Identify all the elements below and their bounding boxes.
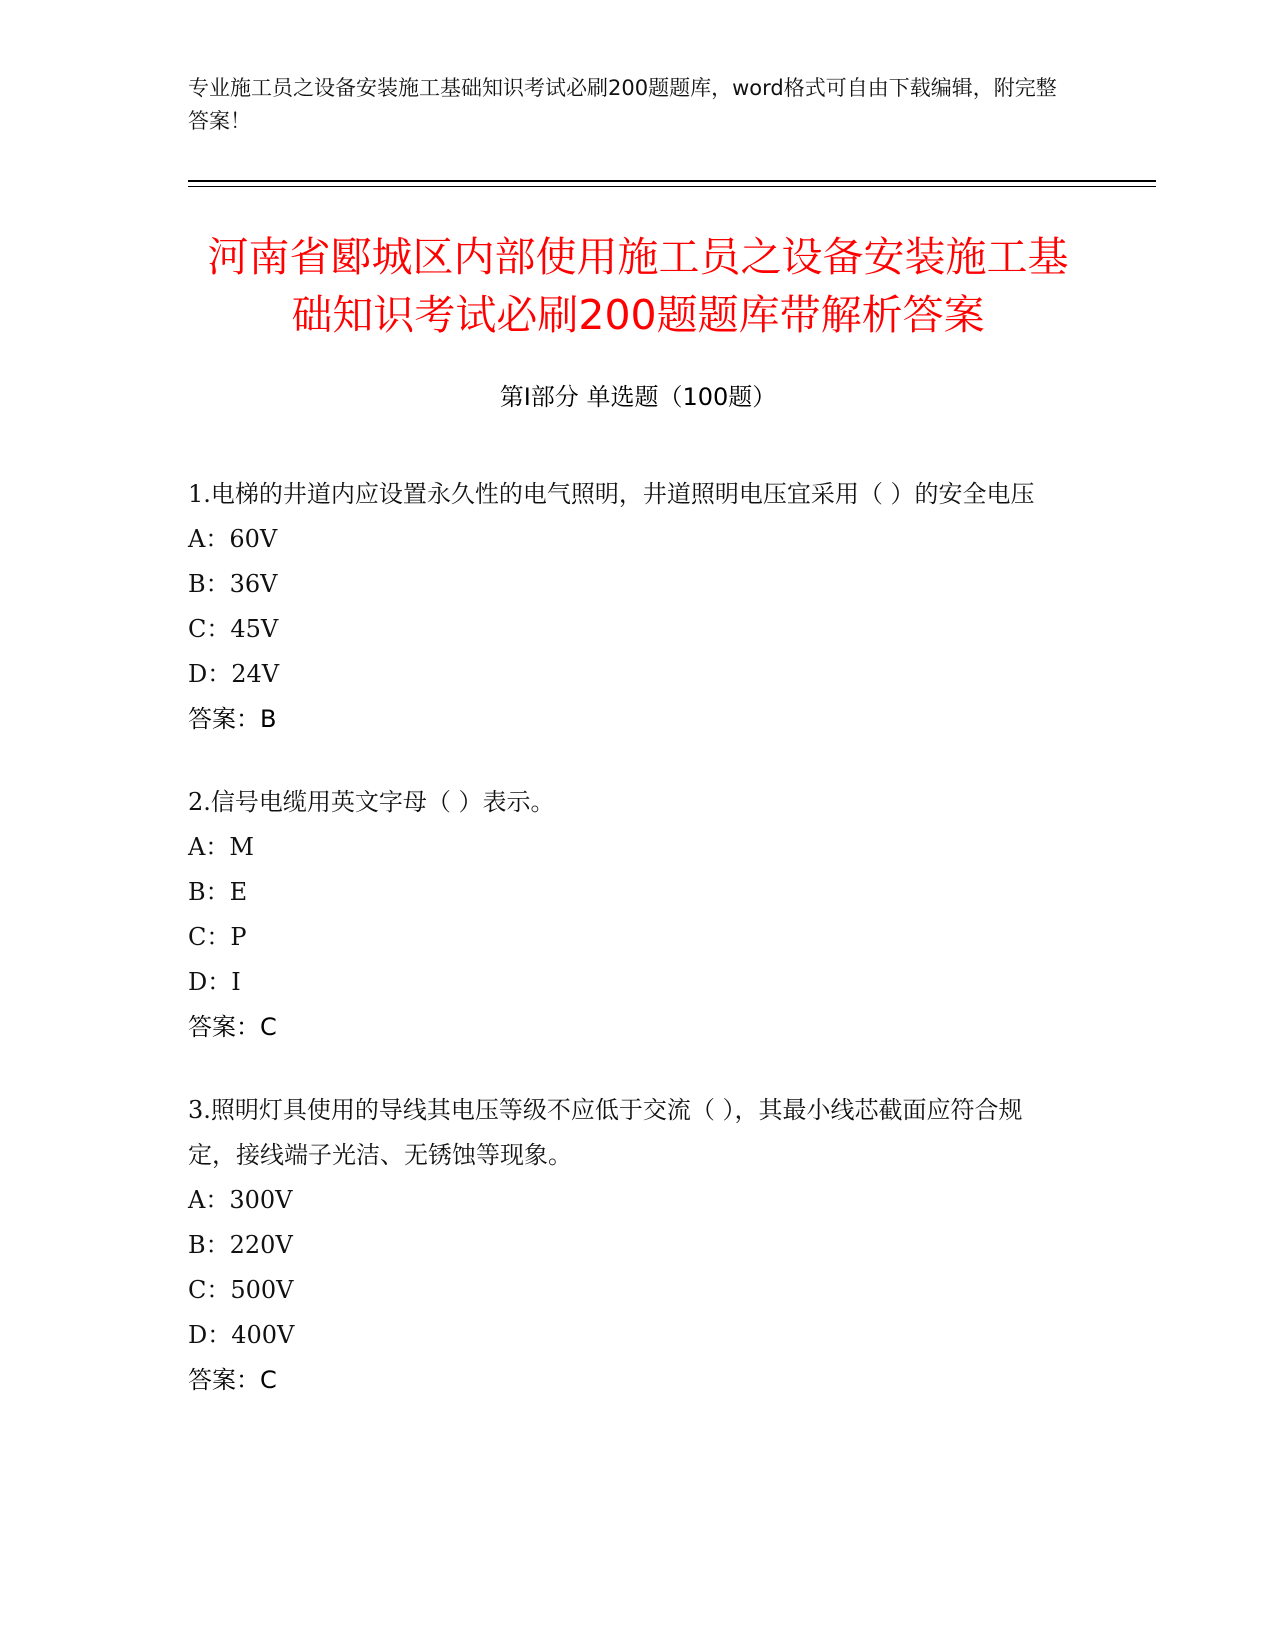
question-text: 1.电梯的井道内应设置永久性的电气照明，井道照明电压宜采用（ ）的安全电压 [188,480,1035,508]
option-c: C：500V [188,1276,294,1304]
header-divider-thick [188,180,1156,182]
document-title: 河南省郾城区内部使用施工员之设备安装施工基础知识考试必刷200题题库带解析答案 [207,233,1069,339]
option-b: B：36V [188,570,278,598]
question-2 [188,780,1068,1050]
option-b: B：220V [188,1231,293,1259]
answer: 答案：B [188,705,277,733]
option-d: D：I [188,968,241,996]
question-text: 2.信号电缆用英文字母（ ）表示。 [188,788,555,816]
header-divider-thin [188,186,1156,187]
option-c: C：P [188,923,247,951]
question-1 [188,472,1068,742]
option-b: B：E [188,878,248,906]
answer: 答案：C [188,1013,277,1041]
question-list [188,472,1068,1441]
option-a: A：M [188,833,254,861]
option-d: D：24V [188,660,280,688]
answer: 答案：C [188,1366,277,1394]
intro-text: 专业施工员之设备安装施工基础知识考试必刷200题题库，word格式可自由下载编辑，附完整答案！ [188,76,1057,133]
option-a: A：60V [188,525,278,553]
question-3 [188,1088,1068,1403]
option-a: A：300V [188,1186,293,1214]
section-title: 第Ⅰ部分 单选题（100题） [499,383,777,411]
question-text: 3.照明灯具使用的导线其电压等级不应低于交流（ ），其最小线芯截面应符合规定，接线端子光洁、无锈蚀等现象。 [188,1096,1023,1169]
option-d: D：400V [188,1321,295,1349]
option-c: C：45V [188,615,279,643]
